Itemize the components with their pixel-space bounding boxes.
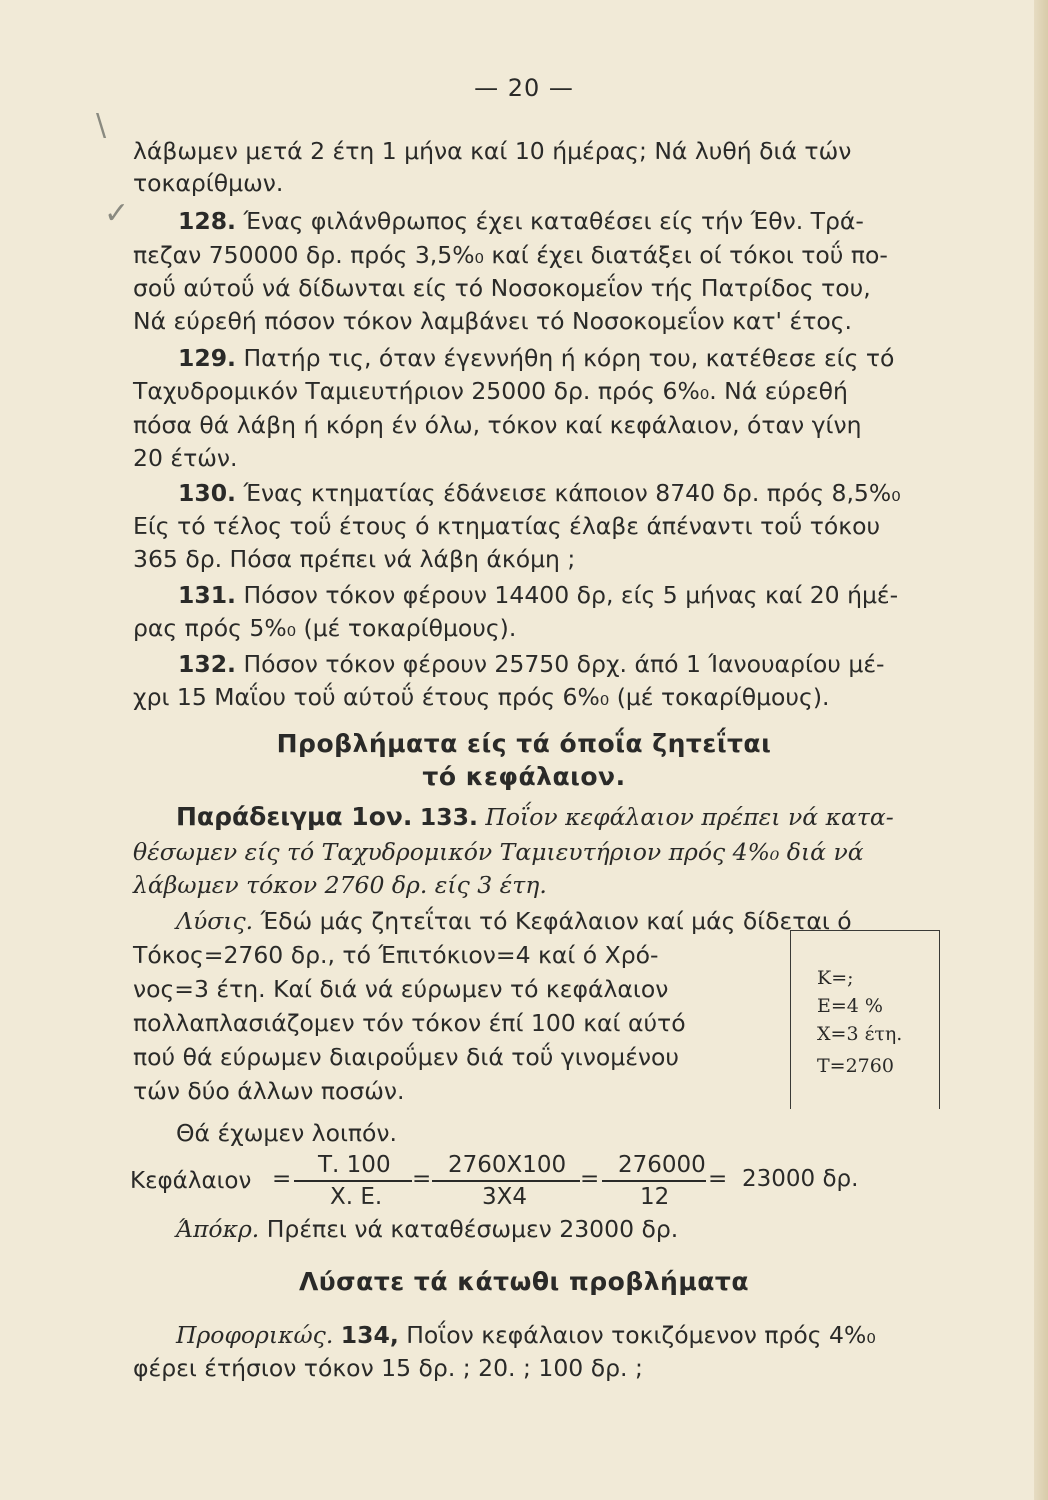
text-line: Ένας κτηματίας έδάνεισε κάποιον 8740 δρ. πρός 8,5%₀ bbox=[243, 479, 901, 507]
text-line: Νά εύρεθή πόσον τόκον λαμβάνει τό Νοσοκομεΐον κατ' έτος. bbox=[133, 307, 852, 335]
text-line: Ποΐον κεφάλαιον τοκιζόμενον πρός 4%₀ bbox=[406, 1321, 876, 1349]
solution-label: Λύσις. bbox=[176, 907, 254, 935]
fraction-bar bbox=[294, 1180, 412, 1182]
fraction-denominator: 3Χ4 bbox=[482, 1184, 528, 1210]
section-heading: Λύσατε τά κάτωθι προβλήματα bbox=[298, 1267, 750, 1296]
text-line: Ένας φιλάνθρωπος έχει καταθέσει είς τήν Έθν. Τρά- bbox=[243, 207, 864, 235]
formula-lhs: Κεφάλαιον bbox=[130, 1168, 252, 1194]
text-line: 365 δρ. Πόσα πρέπει νά λάβη άκόμη ; bbox=[133, 545, 576, 573]
text-line: ρας πρός 5%₀ (μέ τοκαρίθμους). bbox=[133, 614, 517, 642]
box-rate: Ε=4 % bbox=[817, 995, 883, 1017]
example-label: Παράδειγμα 1ον. bbox=[176, 802, 413, 831]
section-heading: Προβλήματα είς τά όποΐα ζητεΐται bbox=[276, 729, 772, 758]
text-line: 20 έτών. bbox=[133, 444, 238, 472]
equals-sign: = bbox=[272, 1166, 292, 1192]
text-line: πεζαν 750000 δρ. πρός 3,5%₀ καί έχει διατάξει οί τόκοι τοΰ πο- bbox=[133, 241, 888, 269]
fraction-denominator: Χ. Ε. bbox=[330, 1184, 383, 1210]
problem-number: 130. bbox=[178, 479, 236, 507]
given-values-box bbox=[790, 930, 940, 1109]
problem-number: 132. bbox=[178, 650, 236, 678]
fraction-numerator: 276000 bbox=[618, 1152, 706, 1178]
fraction-bar bbox=[602, 1180, 706, 1182]
fraction-numerator: Τ. 100 bbox=[318, 1152, 391, 1178]
text-line: πού θά εύρωμεν διαιροΰμεν διά τοΰ γινομένου bbox=[133, 1043, 679, 1071]
example-header bbox=[176, 802, 894, 832]
box-capital: Κ=; bbox=[817, 967, 854, 989]
text-line: σοΰ αύτοΰ νά δίδωνται είς τό Νοσοκομεΐον τής Πατρίδος του, bbox=[133, 274, 871, 302]
text-line: φέρει έτήσιον τόκον 15 δρ. ; 20. ; 100 δρ. ; bbox=[133, 1354, 643, 1382]
text-line: λάβωμεν μετά 2 έτη 1 μήνα καί 10 ήμέρας; Νά λυθή διά τών bbox=[133, 137, 852, 165]
solution-first-line bbox=[176, 906, 852, 936]
fraction-numerator: 2760Χ100 bbox=[448, 1152, 567, 1178]
problem-129 bbox=[178, 343, 894, 373]
problem-number: 128. bbox=[178, 207, 236, 235]
text-line: πόσα θά λάβη ή κόρη έν όλω, τόκον καί κεφάλαιον, όταν γίνη bbox=[133, 411, 862, 439]
box-time: Χ=3 έτη. bbox=[817, 1023, 903, 1045]
page-number: — 20 — bbox=[474, 74, 574, 102]
problem-number: 129. bbox=[178, 344, 236, 372]
example-text: λάβωμεν τόκον 2760 δρ. είς 3 έτη. bbox=[133, 871, 547, 899]
text-line: Πόσον τόκον φέρουν 14400 δρ, είς 5 μήνας καί 20 ήμέ- bbox=[243, 581, 899, 609]
formula-result: 23000 δρ. bbox=[742, 1166, 859, 1192]
checkmark-icon: ✓ bbox=[104, 196, 130, 231]
box-interest: Τ=2760 bbox=[817, 1055, 894, 1077]
problem-130 bbox=[178, 478, 901, 508]
text-line: Είς τό τέλος τοΰ έτους ό κτηματίας έλαβε άπέναντι τοΰ τόκου bbox=[133, 512, 881, 540]
answer-text: Πρέπει νά καταθέσωμεν 23000 δρ. bbox=[266, 1215, 679, 1243]
text-line: πολλαπλασιάζομεν τόν τόκον έπί 100 καί αύτό bbox=[133, 1009, 686, 1037]
problem-132 bbox=[178, 649, 885, 679]
problem-number: 131. bbox=[178, 581, 236, 609]
problem-number: 134, bbox=[340, 1321, 399, 1349]
problem-134 bbox=[176, 1320, 876, 1350]
equals-sign: = bbox=[708, 1166, 728, 1192]
text-line: τοκαρίθμων. bbox=[133, 169, 284, 197]
problem-131 bbox=[178, 580, 898, 610]
text-line: Τόκος=2760 δρ., τό Έπιτόκιον=4 καί ό Χρό- bbox=[133, 941, 659, 969]
oral-label: Προφορικώς. bbox=[176, 1321, 334, 1349]
fraction-bar bbox=[432, 1180, 580, 1182]
text-line: τών δύο άλλων ποσών. bbox=[133, 1077, 405, 1105]
text-line: νος=3 έτη. Καί διά νά εύρωμεν τό κεφάλαιον bbox=[133, 975, 669, 1003]
equals-sign: = bbox=[580, 1166, 600, 1192]
text-line: Πατήρ τις, όταν έγεννήθη ή κόρη του, κατέθεσε είς τό bbox=[243, 344, 895, 372]
problem-128 bbox=[178, 206, 864, 236]
answer-line bbox=[176, 1214, 678, 1244]
example-text: θέσωμεν είς τό Ταχυδρομικόν Ταμιευτήριον πρός 4%₀ διά νά bbox=[133, 838, 864, 866]
pencil-mark: \ bbox=[96, 108, 107, 143]
text-line: χρι 15 Μαΐου τοΰ αύτοΰ έτους πρός 6%₀ (μέ τοκαρίθμους). bbox=[133, 683, 830, 711]
text-line: Θά έχωμεν λοιπόν. bbox=[176, 1119, 398, 1147]
equals-sign: = bbox=[412, 1166, 432, 1192]
text-line: Ταχυδρομικόν Ταμιευτήριον 25000 δρ. πρός 6%₀. Νά εύρεθή bbox=[133, 377, 848, 405]
example-text: Ποΐον κεφάλαιον πρέπει νά κατα- bbox=[485, 803, 894, 831]
fraction-denominator: 12 bbox=[640, 1184, 670, 1210]
text-line: Έδώ μάς ζητεΐται τό Κεφάλαιον καί μάς δίδεται ό bbox=[260, 907, 852, 935]
section-heading: τό κεφάλαιον. bbox=[422, 762, 626, 791]
answer-label: Άπόκρ. bbox=[176, 1215, 260, 1243]
text-line: Πόσον τόκον φέρουν 25750 δρχ. άπό 1 Ίανουαρίου μέ- bbox=[243, 650, 885, 678]
example-number: 133. bbox=[419, 803, 478, 831]
